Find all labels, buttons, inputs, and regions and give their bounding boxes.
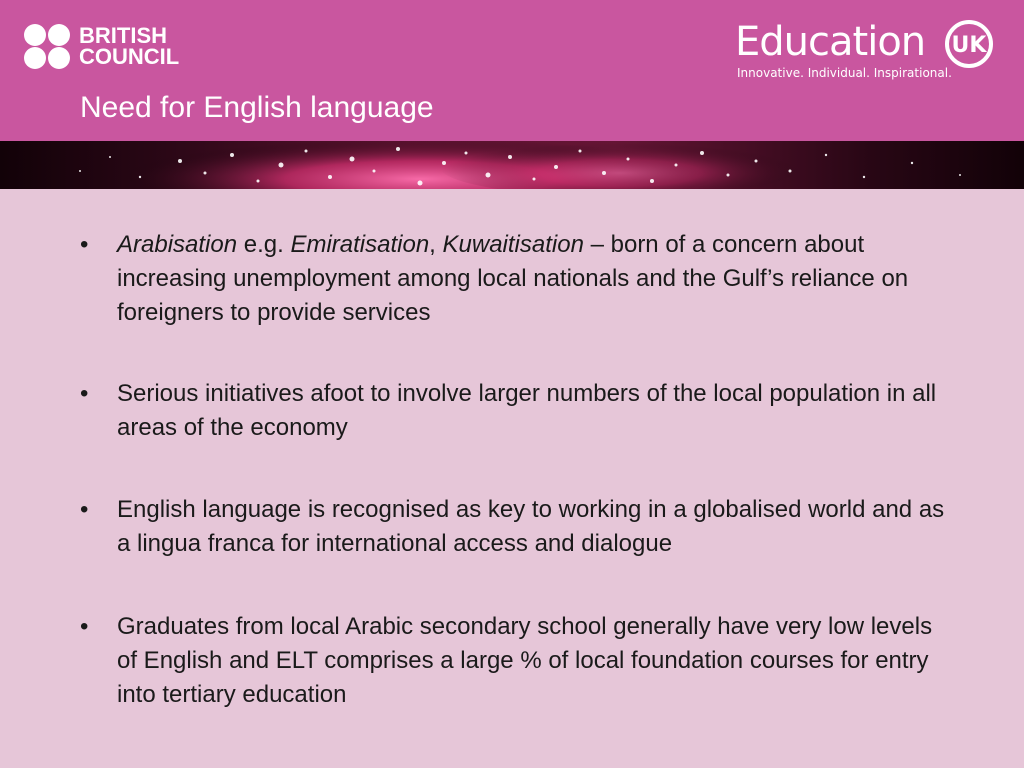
slide-header	[0, 0, 1024, 141]
bullet-italic-term: Kuwaitisation	[442, 231, 584, 258]
fiber-optic-banner	[0, 141, 1024, 189]
bullet-text-segment: e.g.	[237, 231, 291, 258]
fiber-optic-banner-graphic	[0, 141, 1024, 189]
british-council-wordmark	[79, 25, 179, 67]
british-council-logo	[22, 22, 192, 72]
bullet-text	[117, 228, 957, 330]
bullet-marker: •	[80, 231, 89, 258]
british-council-dots-icon	[22, 22, 72, 70]
bullet-marker: •	[80, 496, 89, 523]
bullet-marker: •	[80, 613, 89, 640]
bullet-text-segment: – born of a concern about increasing unemployment among local nationals and the Gulf’s reliance on foreigners to provide services	[117, 231, 909, 326]
bullet-italic-term: Arabisation	[117, 231, 238, 258]
british-council-line2: COUNCIL	[79, 44, 180, 69]
slide-title: Need for English language	[80, 91, 434, 124]
british-council-line1: BRITISH	[79, 23, 167, 48]
bullet-text: English language is recognised as key to working in a globalised world and as a lingua franca for international access and dialogue	[117, 496, 945, 557]
uk-circle-icon	[943, 18, 995, 70]
bullet-text: Serious initiatives afoot to involve larger numbers of the local population in all areas of the economy	[117, 380, 937, 441]
education-uk-tagline: Innovative. Individual. Inspirational.	[737, 66, 952, 80]
uk-badge-text: UK	[951, 33, 987, 58]
education-uk-wordmark: Education	[735, 19, 926, 65]
bullet-marker: •	[80, 380, 89, 407]
bullet-text-segment: ,	[429, 231, 443, 258]
education-uk-logo	[735, 18, 1005, 84]
bullet-italic-term: Emiratisation	[290, 231, 430, 258]
bullet-text: Graduates from local Arabic secondary school generally have very low levels of English and ELT comprises a large % of local foundation courses for entry into tertiary education	[117, 613, 933, 708]
